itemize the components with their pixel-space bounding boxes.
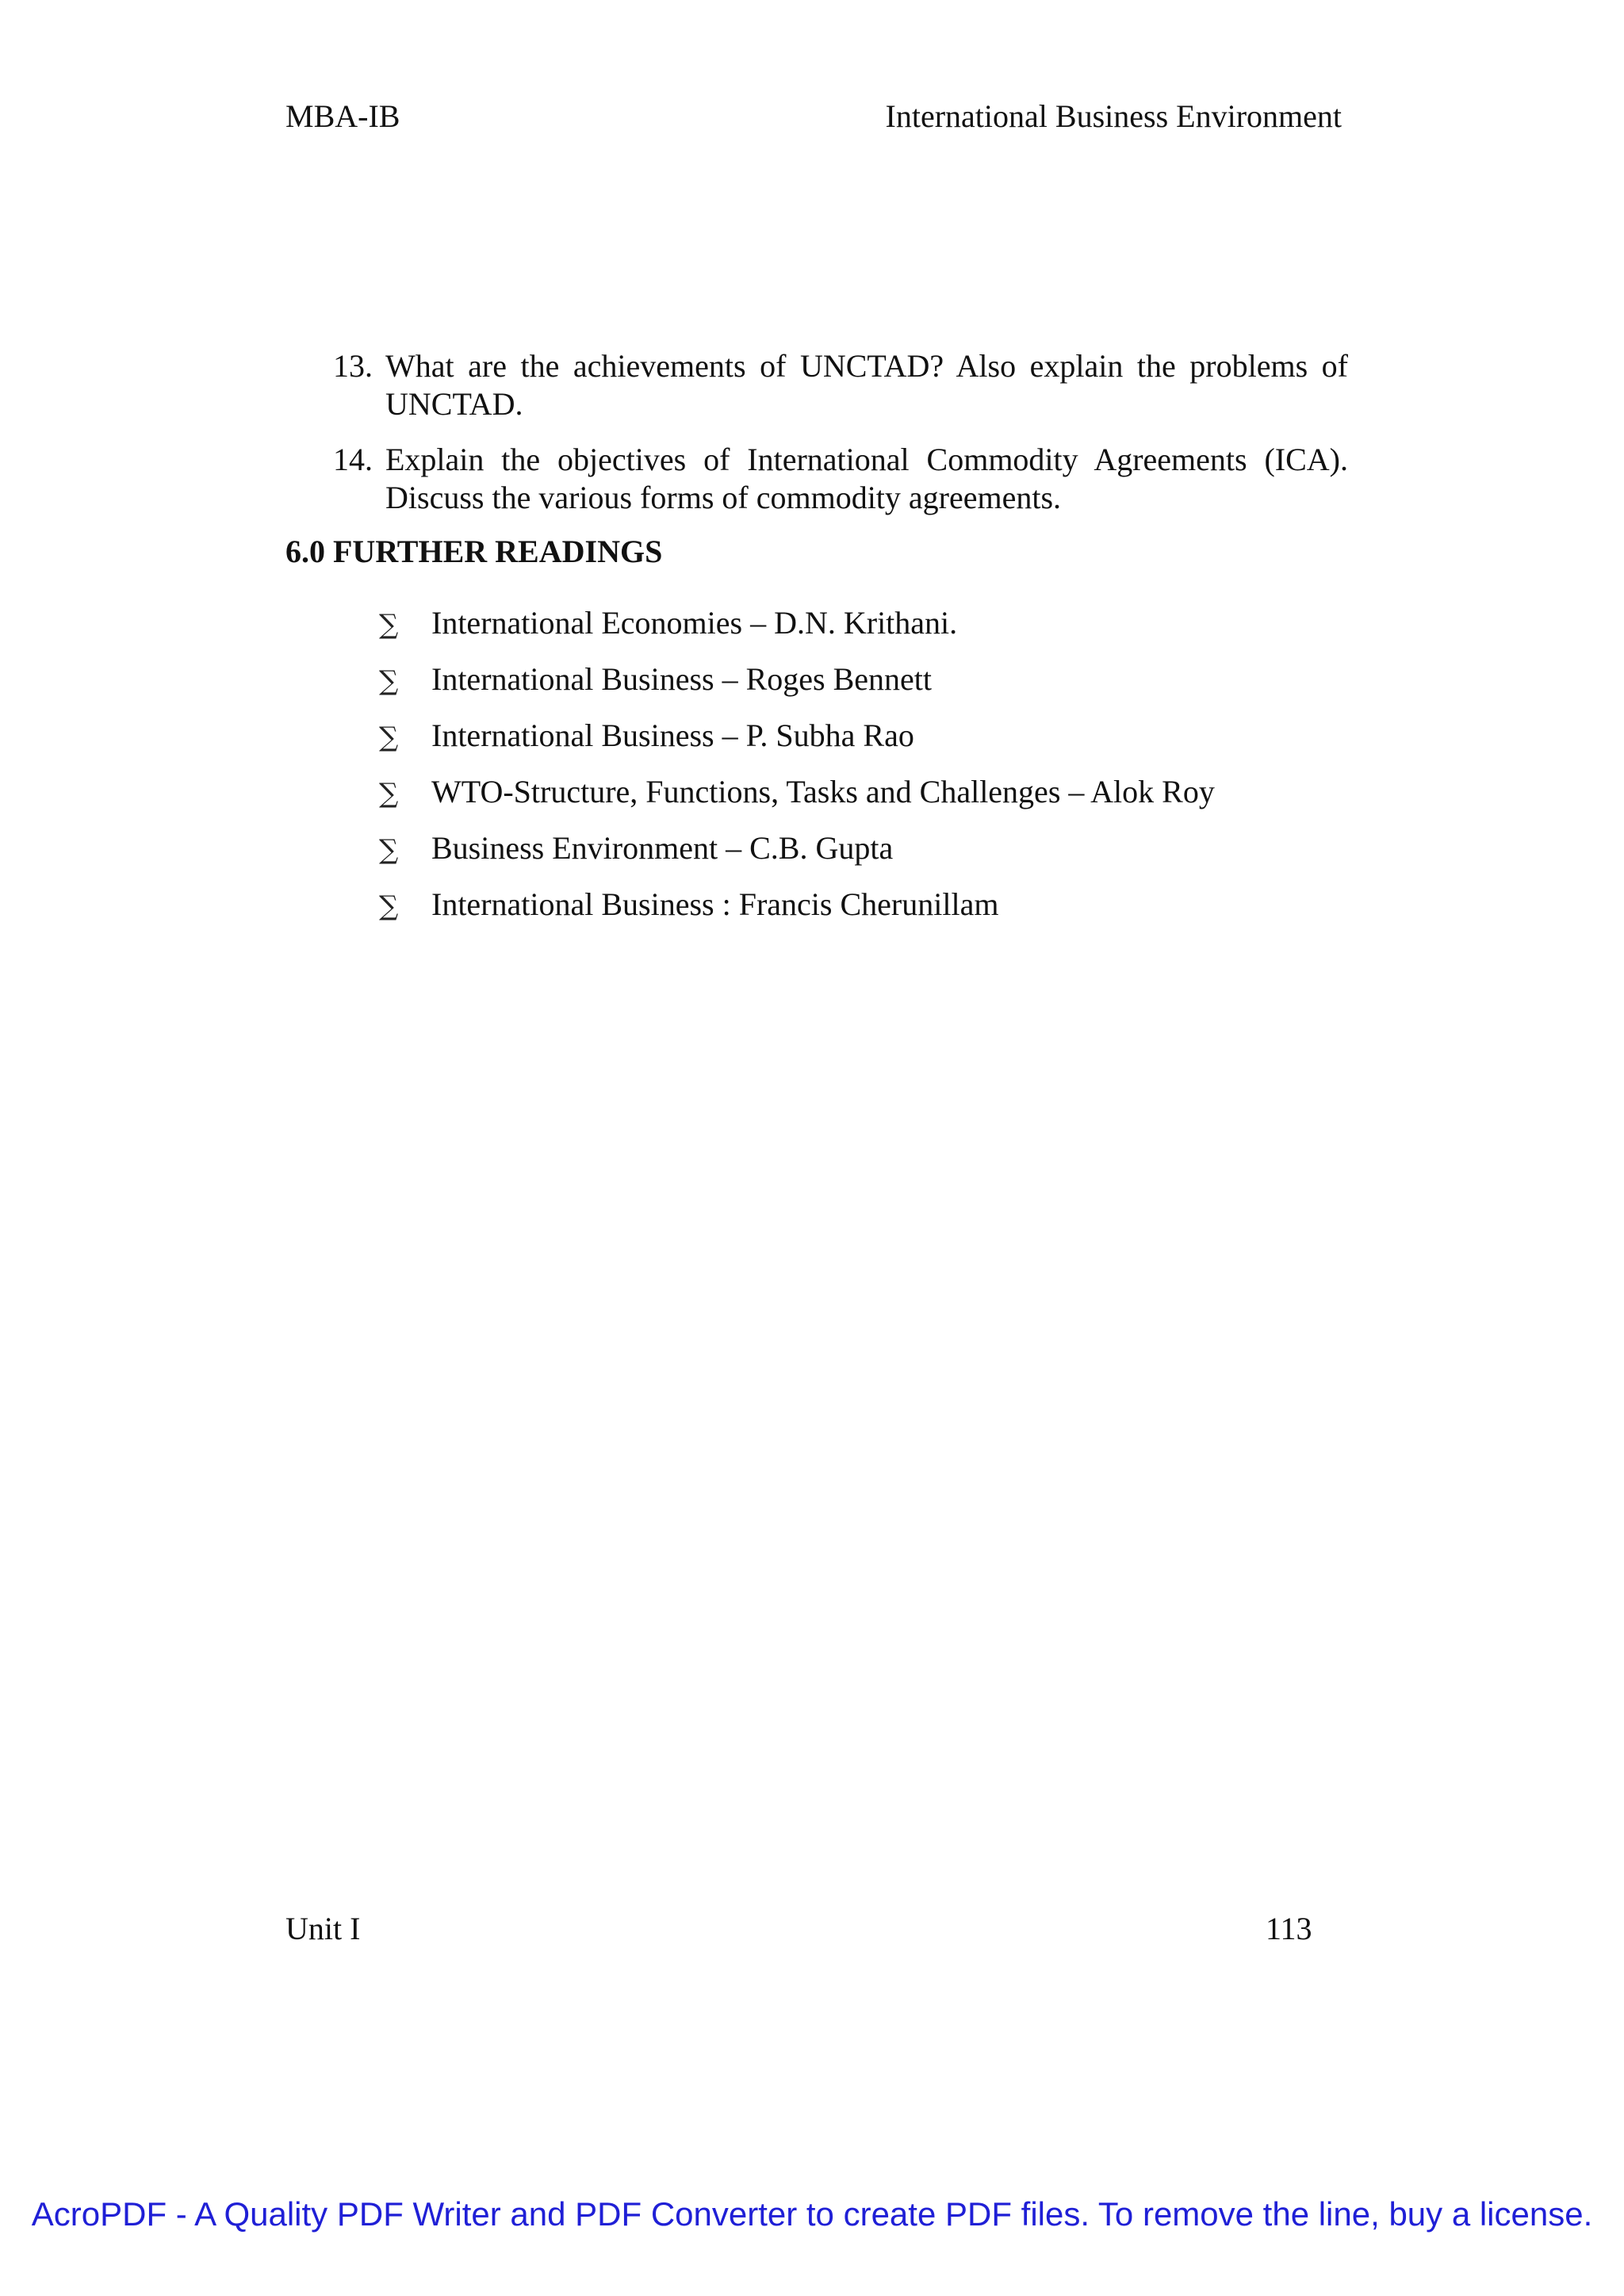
reading-item — [379, 773, 1410, 811]
reading-text: WTO-Structure, Functions, Tasks and Challenges – Alok Roy — [431, 774, 1215, 809]
reading-text: International Business : Francis Cherunillam — [431, 886, 999, 922]
page-number: 113 — [1266, 1911, 1312, 1946]
question-item — [333, 347, 1348, 423]
reading-text: International Economies – D.N. Krithani. — [431, 605, 958, 641]
further-readings-list — [379, 604, 1410, 942]
question-list — [333, 347, 1348, 534]
sigma-bullet-icon: ∑ — [379, 834, 399, 866]
sigma-bullet-icon: ∑ — [379, 609, 399, 641]
reading-text: Business Environment – C.B. Gupta — [431, 830, 894, 866]
sigma-bullet-icon: ∑ — [379, 665, 399, 697]
reading-item — [379, 717, 1410, 755]
section-heading: 6.0 FURTHER READINGS — [285, 534, 663, 569]
running-header-title: International Business Environment — [885, 98, 1342, 134]
footer-unit: Unit I — [285, 1911, 361, 1946]
sigma-bullet-icon: ∑ — [379, 778, 399, 809]
sigma-bullet-icon: ∑ — [379, 721, 399, 753]
question-number: 14. — [333, 442, 373, 477]
reading-text: International Business – Roges Bennett — [431, 661, 933, 697]
question-item — [333, 441, 1348, 517]
question-number: 13. — [333, 348, 373, 384]
reading-item — [379, 829, 1410, 867]
sigma-bullet-icon: ∑ — [379, 890, 399, 922]
reading-item — [379, 886, 1410, 924]
reading-item — [379, 660, 1410, 698]
reading-text: International Business – P. Subha Rao — [431, 718, 914, 753]
reading-item — [379, 604, 1410, 642]
acropdf-watermark: AcroPDF - A Quality PDF Writer and PDF Converter to create PDF files. To remove the line, buy a license. — [31, 2195, 1593, 2233]
question-text: Explain the objectives of International Commodity Agreements (ICA). Discuss the various forms of commodity agreements. — [385, 442, 1348, 515]
running-header-course: MBA-IB — [285, 98, 400, 134]
question-text: What are the achievements of UNCTAD? Also explain the problems of UNCTAD. — [385, 348, 1348, 422]
